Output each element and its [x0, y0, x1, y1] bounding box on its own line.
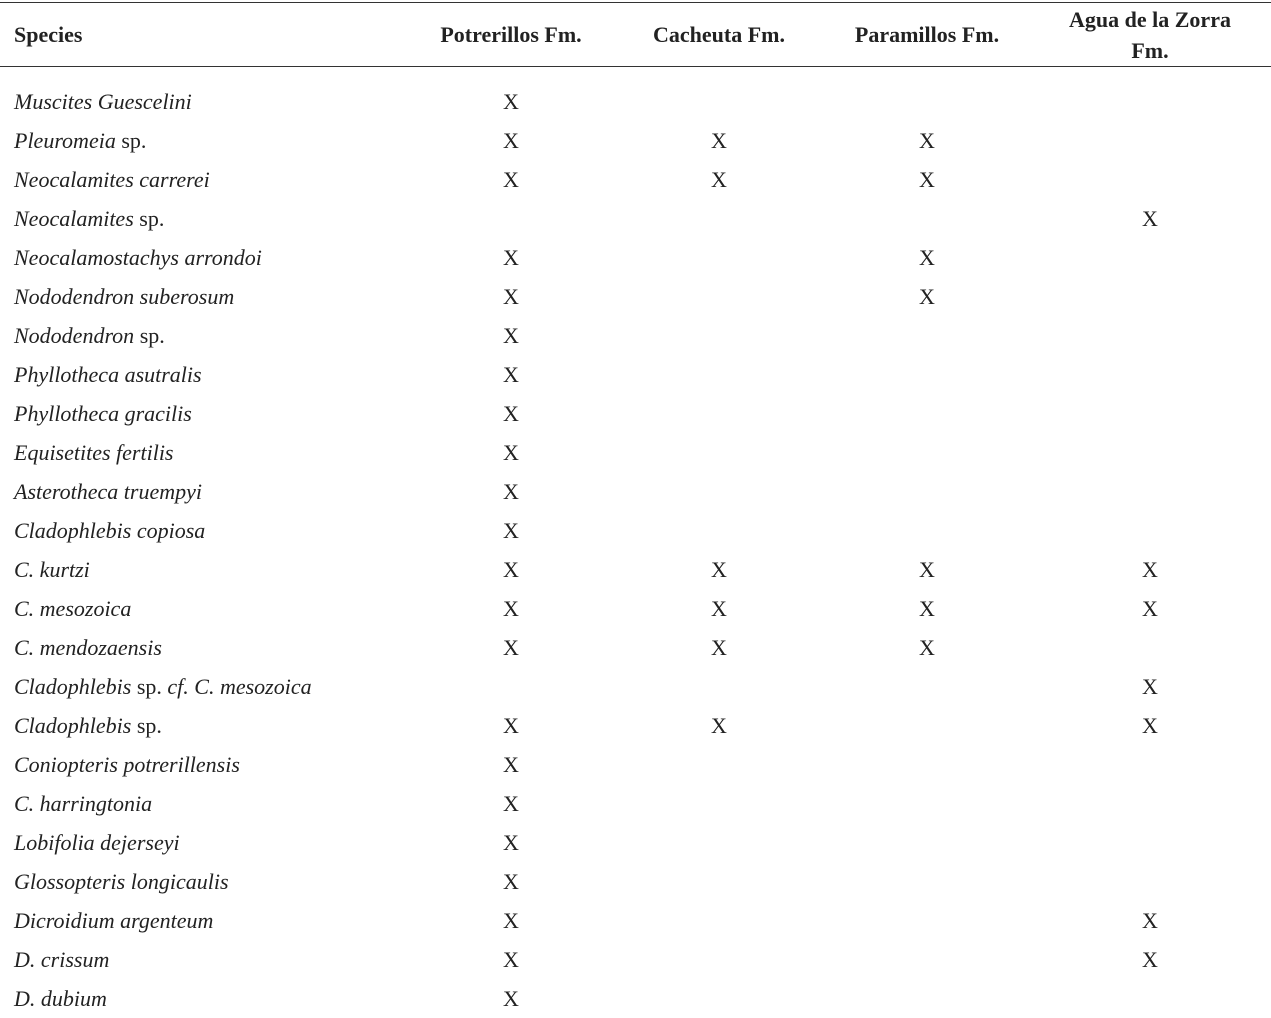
occurrence-cacheuta	[689, 823, 749, 862]
occurrence-potrerillos: X	[503, 790, 519, 816]
species-cell	[14, 82, 192, 121]
table-row	[0, 940, 1271, 979]
occurrence-paramillos	[897, 706, 957, 745]
occurrence-cacheuta	[689, 784, 749, 823]
occurrence-paramillos	[897, 355, 957, 394]
species-suffix: sp.	[131, 673, 168, 699]
occurrence-potrerillos: X	[503, 517, 519, 543]
species-suffix: sp.	[133, 205, 165, 231]
species-name: Phyllotheca gracilis	[14, 400, 192, 426]
table-row	[0, 82, 1271, 121]
occurrence-cacheuta	[689, 745, 749, 784]
occurrence-potrerillos: X	[503, 556, 519, 582]
species-name: Muscites Guescelini	[14, 88, 192, 114]
occurrence-cacheuta	[689, 667, 749, 706]
species-name-qualifier: cf. C. mesozoica	[167, 673, 312, 699]
species-name: Cladophlebis	[14, 712, 132, 738]
species-suffix: sp.	[131, 712, 162, 738]
table-row	[0, 277, 1271, 316]
species-cell	[14, 745, 240, 784]
occurrence-paramillos	[897, 823, 957, 862]
table-body	[0, 82, 1271, 1018]
occurrence-paramillos	[897, 979, 957, 1018]
occurrence-agua-de-la-zorra	[1120, 979, 1180, 1018]
occurrence-cacheuta	[689, 355, 749, 394]
occurrence-agua-de-la-zorra: X	[1142, 907, 1158, 933]
species-cell	[14, 238, 262, 277]
species-cell	[14, 901, 213, 940]
species-name: C. harringtonia	[14, 790, 153, 816]
occurrence-agua-de-la-zorra	[1120, 355, 1180, 394]
table-row	[0, 433, 1271, 472]
occurrence-cacheuta	[689, 472, 749, 511]
occurrence-paramillos: X	[919, 166, 935, 192]
species-cell	[14, 277, 234, 316]
species-cell	[14, 121, 146, 160]
table-header-rule	[0, 66, 1271, 67]
species-name: Cladophlebis copiosa	[14, 517, 206, 543]
occurrence-agua-de-la-zorra	[1120, 82, 1180, 121]
table-row	[0, 550, 1271, 589]
occurrence-paramillos	[897, 862, 957, 901]
header-cacheuta: Cacheuta Fm.	[653, 22, 785, 47]
species-name: C. mendozaensis	[14, 634, 162, 660]
occurrence-potrerillos: X	[503, 946, 519, 972]
occurrence-paramillos	[897, 82, 957, 121]
table-row	[0, 238, 1271, 277]
species-cell	[14, 472, 202, 511]
occurrence-agua-de-la-zorra	[1120, 472, 1180, 511]
occurrence-cacheuta	[689, 901, 749, 940]
species-cell	[14, 940, 109, 979]
species-name: C. mesozoica	[14, 595, 132, 621]
occurrence-cacheuta	[689, 940, 749, 979]
occurrence-agua-de-la-zorra	[1120, 784, 1180, 823]
header-agua-de-la-zorra	[1040, 3, 1260, 66]
occurrence-paramillos	[897, 784, 957, 823]
species-name: Nododendron	[14, 322, 135, 348]
occurrence-potrerillos: X	[503, 985, 519, 1011]
occurrence-cacheuta: X	[711, 712, 727, 738]
species-cell	[14, 628, 162, 667]
occurrence-potrerillos: X	[503, 400, 519, 426]
occurrence-agua-de-la-zorra: X	[1142, 595, 1158, 621]
species-cell	[14, 706, 162, 745]
occurrence-cacheuta: X	[711, 634, 727, 660]
occurrence-potrerillos: X	[503, 244, 519, 270]
occurrence-paramillos: X	[919, 634, 935, 660]
occurrence-paramillos	[897, 511, 957, 550]
table-row	[0, 316, 1271, 355]
species-name: Pleuromeia	[14, 127, 116, 153]
table-row	[0, 823, 1271, 862]
occurrence-agua-de-la-zorra	[1120, 823, 1180, 862]
occurrence-potrerillos: X	[503, 595, 519, 621]
table-row	[0, 901, 1271, 940]
table-row	[0, 589, 1271, 628]
occurrence-cacheuta	[689, 277, 749, 316]
occurrence-paramillos: X	[919, 595, 935, 621]
table-row	[0, 745, 1271, 784]
species-cell	[14, 433, 174, 472]
occurrence-agua-de-la-zorra	[1120, 511, 1180, 550]
species-name: D. dubium	[14, 985, 107, 1011]
table-row	[0, 784, 1271, 823]
species-cell	[14, 589, 131, 628]
species-name: D. crissum	[14, 946, 110, 972]
table-row	[0, 511, 1271, 550]
occurrence-agua-de-la-zorra: X	[1142, 556, 1158, 582]
occurrence-agua-de-la-zorra	[1120, 316, 1180, 355]
table-row	[0, 979, 1271, 1018]
occurrence-paramillos	[897, 901, 957, 940]
species-cell	[14, 355, 202, 394]
occurrence-potrerillos: X	[503, 166, 519, 192]
occurrence-paramillos	[897, 472, 957, 511]
table-row	[0, 628, 1271, 667]
species-suffix: sp.	[134, 322, 165, 348]
species-name: Neocalamites	[14, 205, 134, 231]
occurrence-paramillos	[897, 394, 957, 433]
species-suffix: sp.	[115, 127, 147, 153]
occurrence-paramillos: X	[919, 283, 935, 309]
table-header	[0, 3, 1271, 66]
species-name: Neocalamites carrerei	[14, 166, 210, 192]
occurrence-paramillos: X	[919, 127, 935, 153]
species-name: C. kurtzi	[14, 556, 90, 582]
table-row	[0, 394, 1271, 433]
occurrence-agua-de-la-zorra	[1120, 121, 1180, 160]
header-agua-line1: Agua de la Zorra	[1069, 6, 1231, 32]
occurrence-paramillos: X	[919, 244, 935, 270]
header-paramillos: Paramillos Fm.	[854, 22, 1000, 47]
species-cell	[14, 316, 165, 355]
occurrence-paramillos	[897, 667, 957, 706]
occurrence-agua-de-la-zorra	[1120, 238, 1180, 277]
occurrence-cacheuta	[689, 862, 749, 901]
species-name: Equisetites fertilis	[14, 439, 174, 465]
occurrence-paramillos	[897, 433, 957, 472]
occurrence-cacheuta	[689, 82, 749, 121]
occurrence-agua-de-la-zorra: X	[1142, 712, 1158, 738]
species-name: Asterotheca truempyi	[14, 478, 202, 504]
occurrence-potrerillos: X	[503, 127, 519, 153]
species-name: Dicroidium argenteum	[14, 907, 214, 933]
species-name: Coniopteris potrerillensis	[14, 751, 240, 777]
occurrence-cacheuta	[689, 316, 749, 355]
species-cell	[14, 784, 152, 823]
occurrence-paramillos: X	[919, 556, 935, 582]
species-cell	[14, 160, 210, 199]
occurrence-cacheuta	[689, 433, 749, 472]
header-agua-line2: Fm.	[1131, 37, 1169, 63]
occurrence-potrerillos: X	[503, 361, 519, 387]
occurrence-agua-de-la-zorra	[1120, 277, 1180, 316]
species-name: Lobifolia dejerseyi	[14, 829, 180, 855]
occurrence-agua-de-la-zorra: X	[1142, 205, 1158, 231]
occurrence-agua-de-la-zorra	[1120, 745, 1180, 784]
table-row	[0, 667, 1271, 706]
occurrence-potrerillos: X	[503, 322, 519, 348]
species-cell	[14, 862, 229, 901]
species-name: Nododendron suberosum	[14, 283, 235, 309]
occurrence-cacheuta	[689, 199, 749, 238]
species-cell	[14, 511, 205, 550]
occurrence-potrerillos: X	[503, 751, 519, 777]
occurrence-cacheuta: X	[711, 166, 727, 192]
occurrence-potrerillos: X	[503, 283, 519, 309]
occurrence-potrerillos: X	[503, 478, 519, 504]
header-potrerillos: Potrerillos Fm.	[440, 22, 582, 47]
species-cell	[14, 823, 180, 862]
species-cell	[14, 199, 164, 238]
table-row	[0, 160, 1271, 199]
species-name: Glossopteris longicaulis	[14, 868, 229, 894]
occurrence-potrerillos	[481, 199, 541, 238]
occurrence-paramillos	[897, 316, 957, 355]
occurrence-agua-de-la-zorra	[1120, 862, 1180, 901]
species-cell	[14, 979, 107, 1018]
occurrence-potrerillos: X	[503, 829, 519, 855]
header-species: Species	[14, 22, 83, 47]
table-row	[0, 862, 1271, 901]
species-name: Cladophlebis	[14, 673, 132, 699]
occurrence-potrerillos: X	[503, 868, 519, 894]
occurrence-agua-de-la-zorra	[1120, 628, 1180, 667]
occurrence-potrerillos: X	[503, 634, 519, 660]
occurrence-cacheuta	[689, 511, 749, 550]
occurrence-potrerillos: X	[503, 712, 519, 738]
species-cell	[14, 667, 312, 706]
species-name: Phyllotheca asutralis	[14, 361, 202, 387]
occurrence-potrerillos: X	[503, 88, 519, 114]
occurrence-cacheuta	[689, 238, 749, 277]
occurrence-potrerillos: X	[503, 439, 519, 465]
occurrence-agua-de-la-zorra	[1120, 433, 1180, 472]
occurrence-cacheuta	[689, 979, 749, 1018]
table-row	[0, 706, 1271, 745]
species-cell	[14, 550, 90, 589]
occurrence-potrerillos	[481, 667, 541, 706]
occurrence-paramillos	[897, 199, 957, 238]
table-row	[0, 199, 1271, 238]
occurrence-agua-de-la-zorra: X	[1142, 673, 1158, 699]
occurrence-agua-de-la-zorra: X	[1142, 946, 1158, 972]
occurrence-cacheuta: X	[711, 556, 727, 582]
occurrence-cacheuta: X	[711, 127, 727, 153]
occurrence-agua-de-la-zorra	[1120, 394, 1180, 433]
occurrence-cacheuta: X	[711, 595, 727, 621]
occurrence-cacheuta	[689, 394, 749, 433]
table-row	[0, 355, 1271, 394]
species-name: Neocalamostachys arrondoi	[14, 244, 262, 270]
occurrence-potrerillos: X	[503, 907, 519, 933]
species-cell	[14, 394, 192, 433]
occurrence-agua-de-la-zorra	[1120, 160, 1180, 199]
table-row	[0, 121, 1271, 160]
table-row	[0, 472, 1271, 511]
occurrence-paramillos	[897, 745, 957, 784]
occurrence-paramillos	[897, 940, 957, 979]
